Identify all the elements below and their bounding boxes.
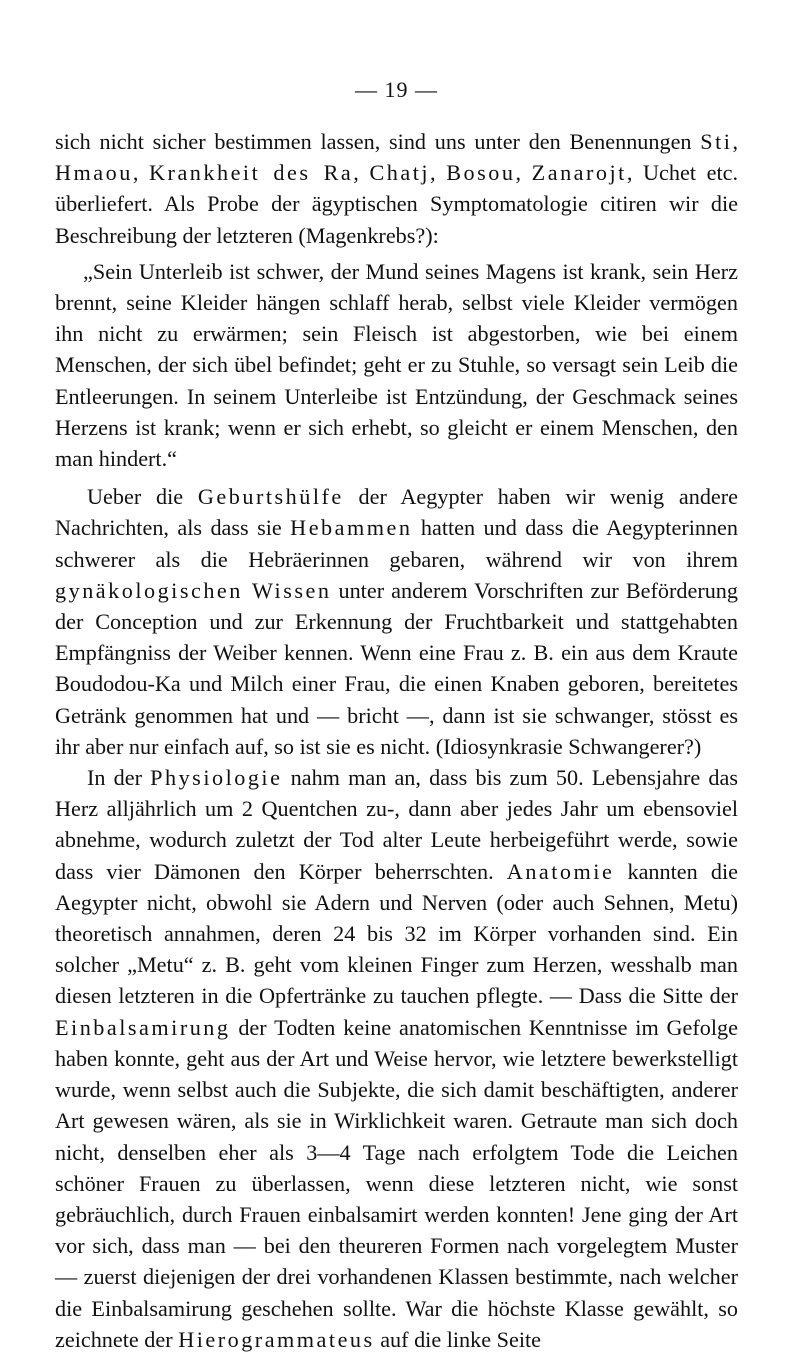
- term-einbalsamirung: Einbalsamirung: [55, 1014, 231, 1040]
- text: hatten und dass die Aegypterinnen schwerer als die Hebräerinnen gebaren, während wir von ihrem: [55, 515, 739, 572]
- body-text: [55, 126, 738, 1355]
- term-krankheit-des-ra: Krankheit des Ra: [149, 160, 354, 186]
- text: der Todten keine anatomischen Kenntnisse im Gefolge haben konnte, geht aus der Art und Weise hervor, wie letztere bewerkstelligt wurde, wenn selbst auch die Subjekte, die sich damit beschäftigten, anderer Art gewesen wären, als sie in Wirklichkeit waren. Getraute man sich doch nicht, denselben eher als 3—4 Tage nach erfolgtem Tode die Leichen schöner Frauen zu überlassen, wenn diese letzteren nicht, wie sonst gebräuchlich, durch Frauen einbalsamirt werden konnten! Jene ging der Art vor sich, dass man — bei den theureren Formen nach vorgelegtem Muster — zuerst diejenigen der drei vorhandenen Klassen bestimmte, nach welcher die Einbalsamirung geschehen sollte. War die höchste Klasse gewählt, so zeichnete der: [55, 1014, 738, 1352]
- text: In der: [87, 765, 151, 791]
- text: der Aegypter haben wir wenig andere Nachrichten, als dass sie: [55, 484, 738, 541]
- text: Ueber die: [87, 484, 198, 510]
- page-number: — 19 —: [355, 77, 438, 102]
- term-zanarojt: Zanarojt: [531, 160, 627, 186]
- text: ,: [732, 129, 738, 154]
- text: auf die linke Seite: [374, 1326, 541, 1352]
- text: ,: [515, 160, 532, 186]
- text: , Uchet etc. überliefert. Als Probe der ägyptischen Symptomatologie citiren wir die Beschreibung der letzteren (Magenkrebs?):: [55, 160, 739, 248]
- text: ,: [353, 160, 370, 186]
- text: nahm man an, dass bis zum 50. Lebensjahre das Herz alljährlich um 2 Quentchen zu-, dann aber jedes Jahr um ebensoviel abnehme, wodurch zuletzt der Tod alter Leute herbeigeführt werde, sowie dass vier Dämonen den Körper beherrschten.: [55, 765, 738, 884]
- term-sti: Sti: [700, 129, 733, 154]
- text: sich nicht sicher bestimmen lassen, sind uns unter den Benennungen: [55, 129, 701, 154]
- quotation: „Sein Unterleib ist schwer, der Mund seines Magens ist krank, sein Herz brennt, seine Kleider hängen schlaff herab, selbst viele Kleider vermögen ihn nicht zu erwärmen; sein Fleisch ist abgestorben, wie bei einem Menschen, der sich übel befindet; geht er zu Stuhle, so versagt sein Leib die Entleerungen. In seinem Unterleibe ist Entzündung, der Geschmack seines Herzens ist krank; wenn er sich erhebt, so gleicht er einem Menschen, den man hindert.“: [55, 258, 738, 472]
- text: kannten die Aegypter nicht, obwohl sie Adern und Nerven (oder auch Sehnen, Metu) theoretisch annahmen, deren 24 bis 32 im Körper vorhanden sind. Ein solcher „Metu“ z. B. geht vom kleinen Finger zum Herzen, wesshalb man diesen letzteren in die Opfertränke zu tauchen pflegte. — Dass die Sitte der: [55, 858, 738, 1009]
- term-physiologie: Physiologie: [150, 765, 283, 791]
- term-hebammen: Hebammen: [290, 515, 413, 541]
- text: ,: [430, 160, 447, 186]
- text: unter anderem Vorschriften zur Beförderung der Conception und zur Erkennung der Fruchtbarkeit und stattgehabten Empfängniss der Weiber kennen. Wenn eine Frau z. B. ein aus dem Kraute Boudodou-Ka und Milch einer Frau, die einen Knaben geboren, bereitetes Getränk genommen hat und — bricht —, dann ist sie schwanger, stösst es ihr aber nur einfach auf, so ist sie es nicht. (Idiosynkrasie Schwangerer?): [55, 577, 738, 759]
- paragraph-3: [55, 762, 738, 1355]
- term-geburtshuelfe: Geburtshülfe: [197, 484, 344, 510]
- paragraph-2: [55, 481, 738, 762]
- term-gynaekologisches-wissen: gynäkologischen Wissen: [55, 577, 332, 603]
- term-bosou: Bosou: [446, 160, 516, 186]
- term-hmaou: Hmaou: [55, 160, 133, 186]
- term-anatomie: Anatomie: [506, 858, 615, 884]
- text: ,: [132, 160, 150, 186]
- term-chatj: Chatj: [369, 160, 431, 186]
- term-hierogrammateus: Hierogrammateus: [178, 1326, 375, 1352]
- paragraph-1: [55, 126, 738, 251]
